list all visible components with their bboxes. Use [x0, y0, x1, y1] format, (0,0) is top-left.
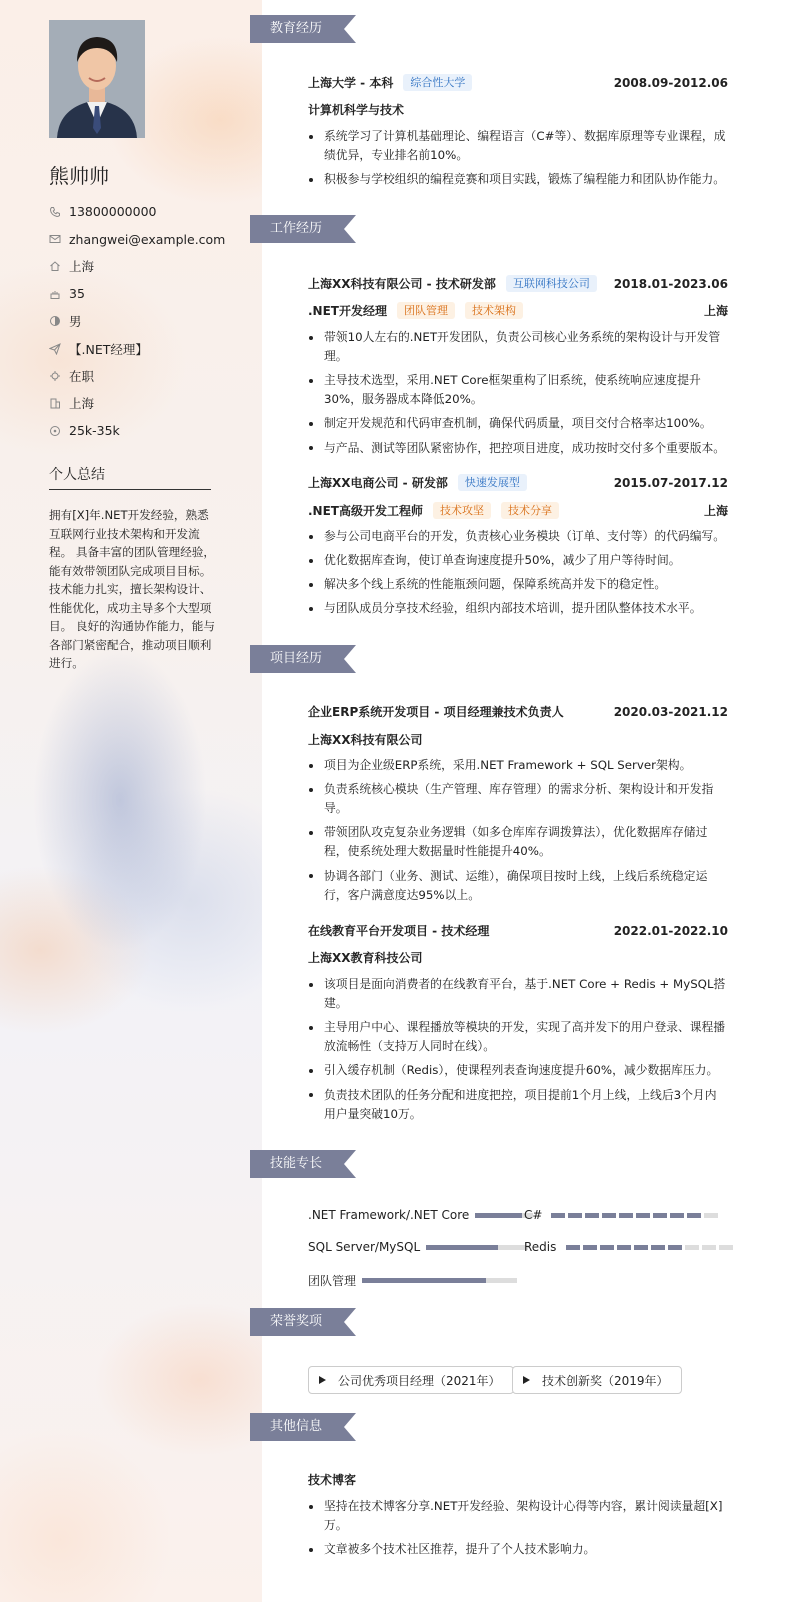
- contact-info-list: [49, 198, 225, 445]
- skill-segment: [551, 1213, 565, 1218]
- skill-segment: [617, 1245, 631, 1250]
- status-icon: [49, 370, 61, 382]
- list-item: 负责技术团队的任务分配和进度把控，项目提前1个月上线，上线后3个月内用户量突破10万。: [308, 1086, 728, 1124]
- project-date: 2022.01-2022.10: [613, 923, 728, 938]
- work-role-row-1: [308, 302, 728, 319]
- project-company-row-1: [308, 731, 728, 748]
- project-title: 企业ERP系统开发项目 - 项目经理兼技术负责人: [308, 705, 564, 719]
- list-item: 带领团队攻克复杂业务逻辑（如多仓库库存调拨算法），优化数据库存储过程，使系统处理大数据量时性能提升40%。: [308, 823, 728, 861]
- play-icon: [523, 1376, 530, 1384]
- summary-divider: [49, 489, 211, 490]
- avatar-photo: [49, 20, 145, 138]
- skill-name: Redis: [524, 1240, 557, 1254]
- skill-bar-fill: [362, 1278, 486, 1283]
- salary-icon: [49, 425, 61, 437]
- skill-segment: [568, 1213, 582, 1218]
- skill-segment: [566, 1245, 580, 1250]
- project-title: 在线教育平台开发项目 - 技术经理: [308, 924, 490, 938]
- project-bullets-2: [308, 975, 728, 1129]
- list-item: 协调各部门（业务、测试、运维），确保项目按时上线，上线后系统稳定运行，客户满意度达95%以上。: [308, 867, 728, 905]
- section-header-other: [250, 1413, 356, 1441]
- project-header-2: [308, 922, 728, 939]
- skill-segment: [619, 1213, 633, 1218]
- list-item: 负责系统核心模块（生产管理、库存管理）的需求分析、架构设计和开发指导。: [308, 780, 728, 818]
- candidate-name: 熊帅帅: [49, 164, 109, 188]
- summary-text: 拥有[X]年.NET开发经验，熟悉互联网行业技术架构和开发流程。 具备丰富的团队管理经验，能有效带领团队完成项目目标。 技术能力扎实，擅长架构设计、性能优化，成功主导多个大型项目。 良好的沟通协作能力，能与各部门紧密配合，推动项目顺利进行。: [49, 508, 215, 671]
- skill-segment: [668, 1245, 682, 1250]
- role-tag: 技术攻坚: [433, 502, 491, 519]
- cake-icon: [49, 288, 61, 300]
- info-item-location: [49, 390, 225, 417]
- company-name: 上海XX电商公司 - 研发部: [308, 476, 448, 490]
- list-item: 解决多个线上系统的性能瓶颈问题，保障系统高并发下的稳定性。: [308, 575, 728, 594]
- work-role-row-2: [308, 502, 728, 519]
- info-item-age: [49, 280, 225, 307]
- job-role: .NET高级开发工程师: [308, 504, 423, 518]
- list-item: 与团队成员分享技术经验，组织内部技术培训，提升团队整体技术水平。: [308, 599, 728, 618]
- email-icon: [49, 233, 61, 245]
- role-tag: 技术分享: [501, 502, 559, 519]
- info-item-salary: [49, 417, 225, 444]
- project-company-row-2: [308, 949, 728, 966]
- project-date: 2020.03-2021.12: [613, 704, 728, 719]
- role-tag: 团队管理: [397, 302, 455, 319]
- list-item: 系统学习了计算机基础理论、编程语言（C#等）、数据库原理等专业课程，成绩优异，专业排名前10%。: [308, 127, 728, 165]
- list-item: 主导用户中心、课程播放等模块的开发，实现了高并发下的用户登录、课程播放流畅性（支持万人同时在线）。: [308, 1018, 728, 1056]
- info-text: 25k-35k: [69, 423, 120, 439]
- skill-name: SQL Server/MySQL: [308, 1240, 421, 1254]
- skill-segment: [600, 1245, 614, 1250]
- project-header-1: [308, 703, 728, 720]
- info-item-gender: [49, 308, 225, 335]
- education-bullets: [308, 127, 728, 194]
- school-name: 上海大学 - 本科: [308, 76, 394, 90]
- award-label: 公司优秀项目经理（2021年）: [338, 1373, 501, 1388]
- section-header-work: [250, 215, 356, 243]
- skill-segment: [585, 1213, 599, 1218]
- skill-segment: [719, 1245, 733, 1250]
- skill-item: [308, 1272, 517, 1289]
- list-item: 引入缓存机制（Redis），使课程列表查询速度提升60%，减少数据库压力。: [308, 1061, 728, 1080]
- info-item-city: [49, 253, 225, 280]
- work-header-2: [308, 474, 728, 491]
- skill-segment: [687, 1213, 701, 1218]
- section-title: 教育经历: [270, 21, 323, 36]
- education-major-row: [308, 101, 728, 118]
- work-header-1: [308, 275, 728, 292]
- info-text: 【.NET经理】: [69, 341, 148, 357]
- list-item: 参与公司电商平台的开发，负责核心业务模块（订单、支付等）的代码编写。: [308, 527, 728, 546]
- work-date: 2015.07-2017.12: [613, 475, 728, 490]
- play-icon: [319, 1376, 326, 1384]
- company-tag: 快速发展型: [458, 474, 527, 491]
- company-name: 上海XX科技有限公司 - 技术研发部: [308, 277, 496, 291]
- list-item: 带领10人左右的.NET开发团队，负责公司核心业务系统的架构设计与开发管理。: [308, 328, 728, 366]
- section-title: 其他信息: [270, 1419, 323, 1434]
- info-text: 上海: [69, 396, 95, 412]
- skill-name: 团队管理: [308, 1274, 357, 1288]
- skill-segment: [634, 1245, 648, 1250]
- other-title-row: [308, 1471, 728, 1488]
- award-chip[interactable]: [512, 1366, 682, 1394]
- project-company: 上海XX科技有限公司: [308, 733, 423, 747]
- list-item: 主导技术选型，采用.NET Core框架重构了旧系统，使系统响应速度提升30%，服务器成本降低20%。: [308, 371, 728, 409]
- other-bullets: [308, 1497, 728, 1564]
- skill-segment: [702, 1245, 716, 1250]
- work-location: 上海: [703, 304, 728, 318]
- info-text: 13800000000: [69, 204, 157, 220]
- gender-icon: [49, 315, 61, 327]
- company-tag: 互联网科技公司: [506, 275, 597, 292]
- job-role: .NET开发经理: [308, 304, 387, 318]
- section-header-awards: [250, 1308, 356, 1336]
- skill-bar-fill: [475, 1213, 521, 1218]
- skill-segment: [602, 1213, 616, 1218]
- building-icon: [49, 397, 61, 409]
- skill-segment: [583, 1245, 597, 1250]
- info-text: zhangwei@example.com: [69, 231, 226, 247]
- work-bullets-2: [308, 527, 728, 623]
- skill-segment: [704, 1213, 718, 1218]
- project-bullets-1: [308, 756, 728, 910]
- award-label: 技术创新奖（2019年）: [542, 1373, 669, 1388]
- skill-bar: [362, 1278, 517, 1283]
- info-text: 在职: [69, 369, 95, 385]
- info-text: 男: [69, 314, 82, 330]
- project-company: 上海XX教育科技公司: [308, 951, 423, 965]
- list-item: 该项目是面向消费者的在线教育平台，基于.NET Core + Redis + MySQL搭建。: [308, 975, 728, 1013]
- skill-segment-bar: [566, 1245, 733, 1250]
- list-item: 优化数据库查询，使订单查询速度提升50%，减少了用户等待时间。: [308, 551, 728, 570]
- send-icon: [49, 343, 61, 355]
- section-header-skills: [250, 1150, 356, 1178]
- avatar: [49, 20, 145, 138]
- main-content: [262, 0, 794, 1602]
- work-location: 上海: [703, 504, 728, 518]
- skill-segment: [653, 1213, 667, 1218]
- list-item: 文章被多个技术社区推荐，提升了个人技术影响力。: [308, 1540, 728, 1559]
- skill-name: C#: [524, 1208, 543, 1222]
- section-title: 工作经历: [270, 221, 323, 236]
- school-tag: 综合性大学: [403, 74, 472, 91]
- list-item: 坚持在技术博客分享.NET开发经验、架构设计心得等内容，累计阅读量超[X]万。: [308, 1497, 728, 1535]
- skill-item: [524, 1240, 733, 1254]
- summary-title: 个人总结: [49, 467, 105, 483]
- info-item-email: [49, 225, 225, 252]
- sidebar: [0, 0, 262, 1602]
- list-item: 制定开发规范和代码审查机制，确保代码质量，项目交付合格率达100%。: [308, 414, 728, 433]
- list-item: 积极参与学校组织的编程竞赛和项目实践，锻炼了编程能力和团队协作能力。: [308, 170, 728, 189]
- skill-segment: [636, 1213, 650, 1218]
- info-item-status: [49, 362, 225, 389]
- skill-segment: [670, 1213, 684, 1218]
- section-title: 荣誉奖项: [270, 1314, 323, 1329]
- work-date: 2018.01-2023.06: [613, 276, 728, 291]
- education-header: [308, 74, 728, 91]
- skill-segment: [651, 1245, 665, 1250]
- info-item-phone: [49, 198, 225, 225]
- info-text: 上海: [69, 259, 95, 275]
- award-chip[interactable]: [308, 1366, 514, 1394]
- skill-bar: [426, 1245, 528, 1250]
- skill-item: [308, 1208, 533, 1222]
- section-title: 项目经历: [270, 651, 323, 666]
- phone-icon: [49, 206, 61, 218]
- major: 计算机科学与技术: [308, 103, 405, 117]
- skill-name: .NET Framework/.NET Core: [308, 1208, 470, 1222]
- skill-segment-bar: [551, 1213, 718, 1218]
- home-icon: [49, 260, 61, 272]
- list-item: 项目为企业级ERP系统，采用.NET Framework + SQL Server架构。: [308, 756, 728, 775]
- skill-segment: [685, 1245, 699, 1250]
- work-bullets-1: [308, 328, 728, 463]
- list-item: 与产品、测试等团队紧密协作，把控项目进度，成功按时交付多个重要版本。: [308, 439, 728, 458]
- other-title: 技术博客: [308, 1473, 357, 1487]
- section-title: 技能专长: [270, 1156, 323, 1171]
- section-header-projects: [250, 645, 356, 673]
- section-header-education: [250, 15, 356, 43]
- skill-item: [308, 1240, 528, 1254]
- info-text: 35: [69, 286, 85, 302]
- info-item-target-role: [49, 335, 225, 362]
- education-date: 2008.09-2012.06: [613, 75, 728, 90]
- skill-bar-fill: [426, 1245, 497, 1250]
- skill-item: [524, 1208, 718, 1222]
- role-tag: 技术架构: [465, 302, 523, 319]
